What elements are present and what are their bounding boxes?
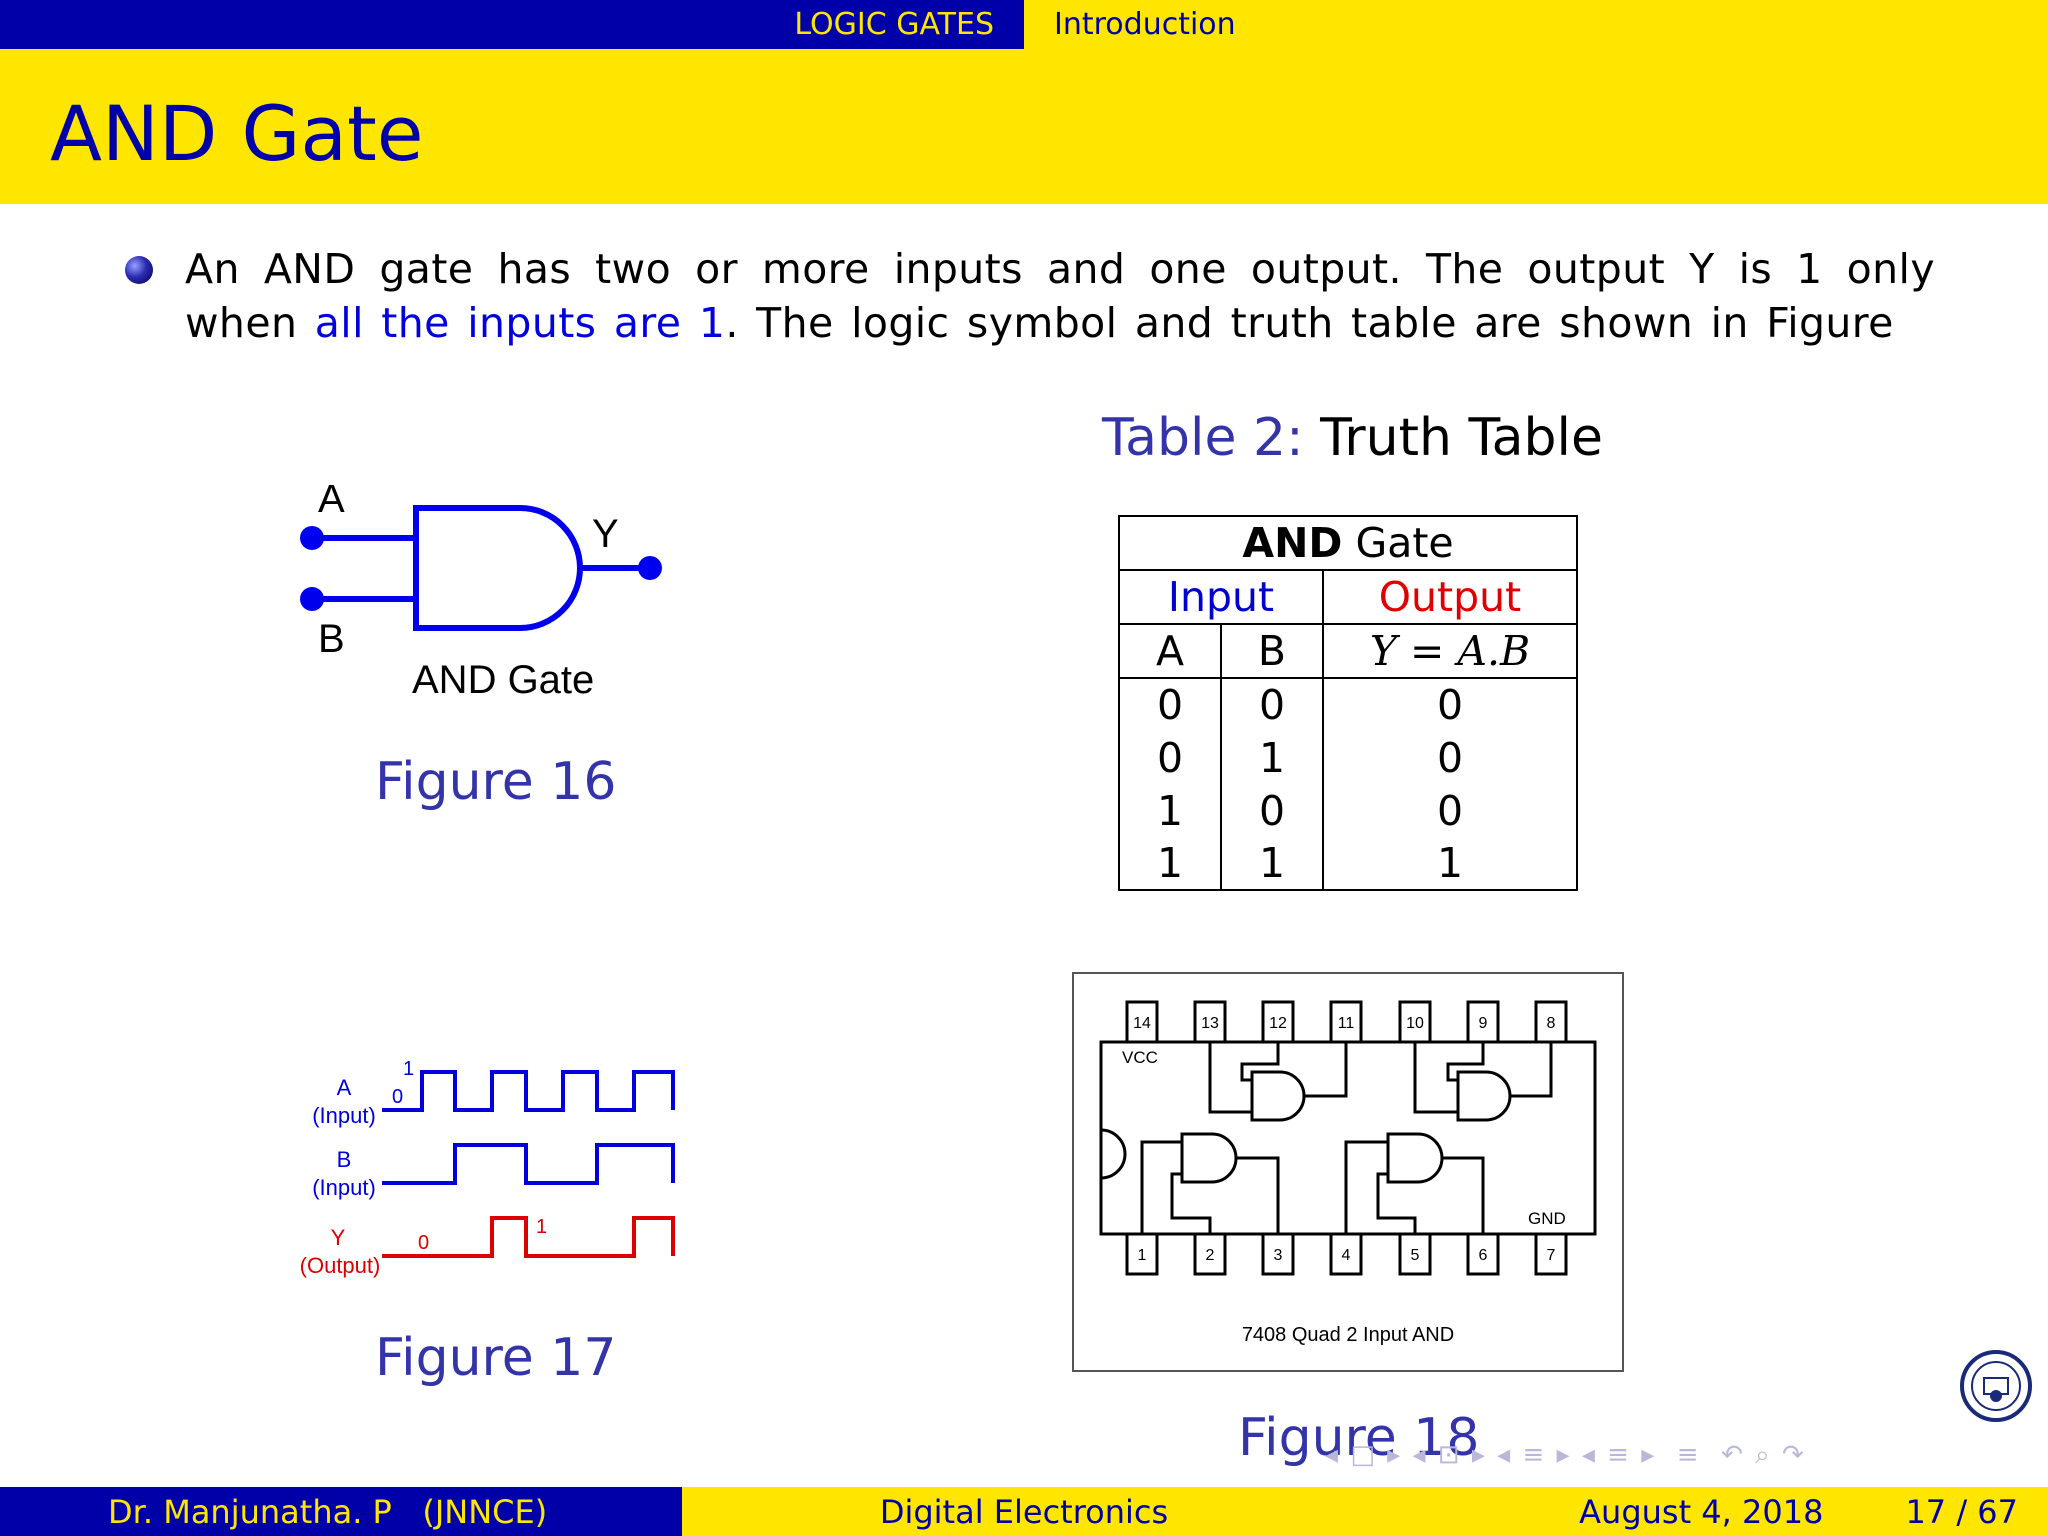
footer-right [1366,1487,2048,1536]
pin-10-label: 10 [1406,1015,1424,1032]
pin-13-label: 13 [1201,1015,1219,1032]
gate-input-a-label: A [318,485,345,521]
body-paragraph [185,242,1935,350]
wave-a-high-label: 1 [403,1058,415,1080]
chip-label: 7408 Quad 2 Input AND [1241,1324,1455,1346]
figure-16-caption: Figure 16 [375,752,617,812]
truth-table [1118,515,1578,891]
and-gate-symbol [290,485,690,715]
table-caption-text: Truth Table [1320,408,1603,468]
figure-18-caption: Figure 18 [1238,1408,1480,1468]
table-cell: 0 [1119,678,1221,731]
table-caption-label: Table 2: [1102,408,1304,468]
table-row [1119,837,1577,890]
gate-name-label: AND Gate [412,658,595,702]
body-highlight: all the inputs are 1 [314,299,726,347]
pin-1-label: 1 [1137,1247,1147,1264]
table-cell: 1 [1119,837,1221,890]
footer-author: Dr. Manjunatha. P (JNNCE) [0,1487,682,1536]
bullet-marker [125,256,153,284]
table-cell: 0 [1221,678,1323,731]
table-cell: 0 [1221,784,1323,837]
pin-4-label: 4 [1341,1247,1351,1264]
body-text-before: An AND gate has two or more inputs and one output. The output Y is 1 only when [185,245,1935,347]
body-text-after: . The logic symbol and truth table are shown in Figure [725,299,1894,347]
footer-course: Digital Electronics [682,1487,1366,1536]
wave-a-sub: (Input) [312,1103,376,1128]
ic-7408-pinout [1072,972,1624,1372]
nav-subsection-introduction[interactable]: Introduction [1024,0,2048,49]
figure-17-caption: Figure 17 [375,1328,617,1388]
wave-y-label: Y [330,1225,346,1250]
footer-date: August 4, 2018 [1579,1492,1824,1531]
pin-7-label: 7 [1546,1247,1556,1264]
footer-bar [0,1487,2048,1536]
table-cell: 1 [1221,837,1323,890]
table-cell: 1 [1119,784,1221,837]
pin-8-label: 8 [1546,1015,1556,1032]
table-header-bold: AND [1242,519,1343,567]
table-cell: 0 [1323,784,1577,837]
gnd-label: GND [1528,1209,1566,1228]
pin-5-label: 5 [1410,1247,1420,1264]
gate-output-y-label: Y [592,512,619,556]
table-cell: 0 [1119,731,1221,784]
table-header-rest: Gate [1342,519,1454,567]
pin-6-label: 6 [1478,1247,1488,1264]
timing-diagram [280,1055,700,1305]
footer-page-number: 17 / 67 [1905,1492,2018,1531]
wave-b-label: B [336,1147,352,1172]
table-cell: 1 [1323,837,1577,890]
frame-title: AND Gate [50,89,424,178]
wave-a-label: A [336,1075,352,1100]
college-seal-logo [1960,1350,2032,1422]
gate-input-b-label: B [318,617,345,661]
wave-y-sub: (Output) [299,1253,381,1278]
pin-2-label: 2 [1205,1247,1215,1264]
table-input-header: Input [1119,570,1323,624]
wave-y-low-label: 0 [418,1232,430,1254]
table-cell: 0 [1323,678,1577,731]
table-header-cell [1119,516,1577,570]
pin-9-label: 9 [1478,1015,1488,1032]
top-navigation-bar [0,0,2048,49]
wave-b-sub: (Input) [312,1175,376,1200]
table-cell: 1 [1221,731,1323,784]
wave-y-high-label: 1 [536,1216,548,1238]
table-row [1119,784,1577,837]
pin-3-label: 3 [1273,1247,1283,1264]
table-output-header: Output [1323,570,1577,624]
table-col-a: A [1119,624,1221,678]
nav-section-logic-gates[interactable]: LOGIC GATES [0,0,1024,49]
vcc-label: VCC [1122,1048,1158,1067]
pin-12-label: 12 [1269,1015,1287,1032]
table-row [1119,731,1577,784]
beamer-navigation-controls[interactable]: ◂ □ ▸ ◂ ⊡ ▸ ◂ ≡ ▸ ◂ ≡ ▸ ≡ ↶ ⌕ ↷ [1325,1440,1806,1470]
table-col-b: B [1221,624,1323,678]
table-caption [1102,408,1603,468]
frame-title-bar [0,49,2048,204]
table-cell: 0 [1323,731,1577,784]
wave-a-low-label: 0 [392,1086,404,1108]
pin-14-label: 14 [1133,1015,1151,1032]
table-col-y: Y = A.B [1323,624,1577,678]
pin-11-label: 11 [1337,1015,1355,1032]
table-row [1119,678,1577,731]
